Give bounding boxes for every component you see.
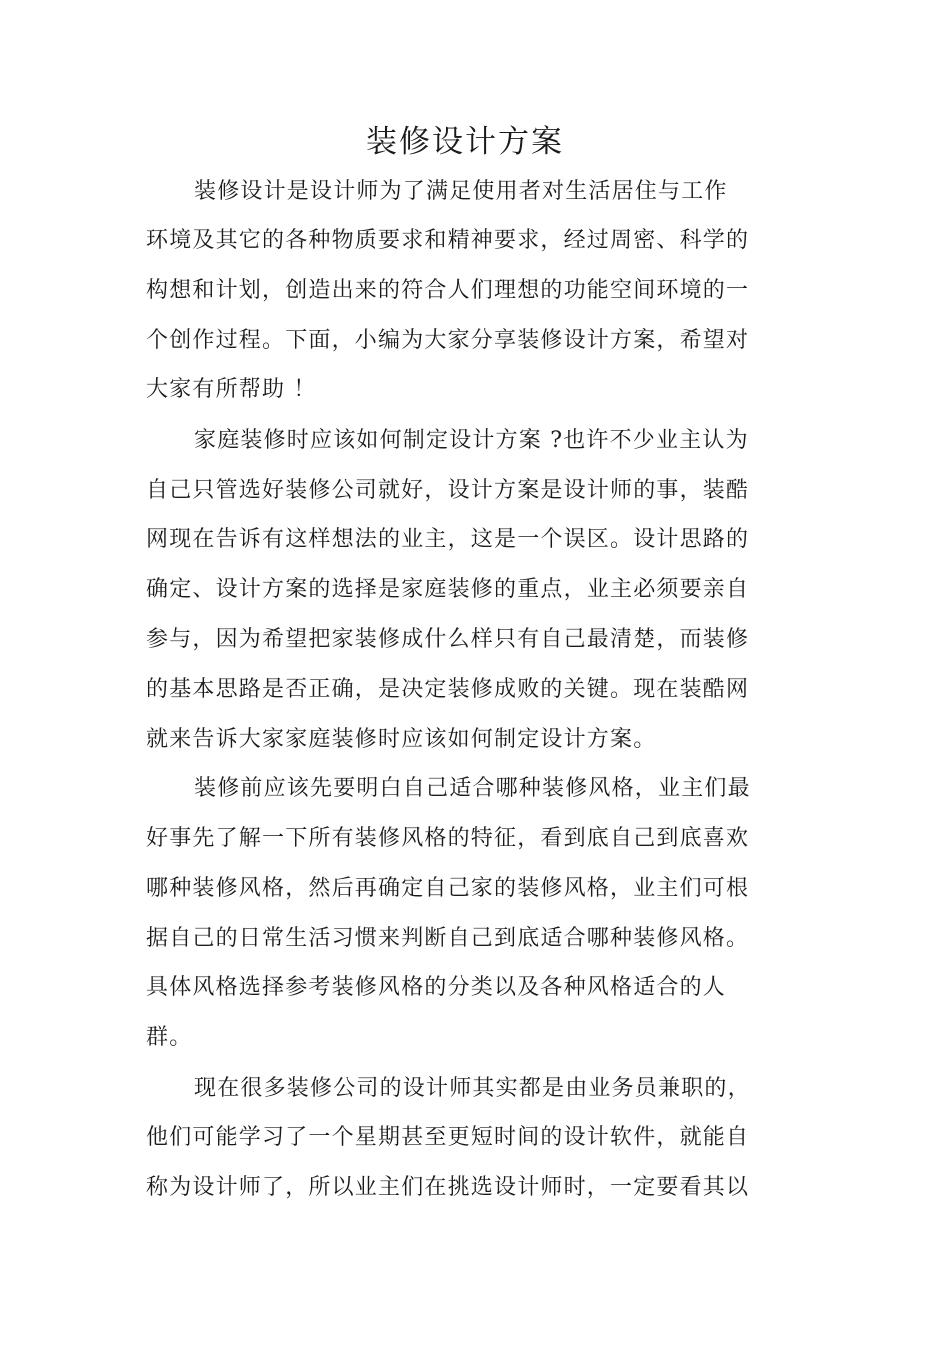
paragraph-line: 网现在告诉有这样想法的业主，这是一个误区。设计思路的 bbox=[146, 527, 750, 552]
paragraph-line: 大家有所帮助 ！ bbox=[146, 377, 317, 402]
paragraph-line: 确定、设计方案的选择是家庭装修的重点，业主必须要亲自 bbox=[146, 577, 750, 602]
paragraph-line: 现在很多装修公司的设计师其实都是由业务员兼职的， bbox=[194, 1076, 751, 1101]
paragraph-line: 个创作过程。下面，小编为大家分享装修设计方案，希望对 bbox=[146, 328, 750, 353]
paragraph-line: 好事先了解一下所有装修风格的特征，看到底自己到底喜欢 bbox=[146, 826, 750, 851]
paragraph-line: 他们可能学习了一个星期甚至更短时间的设计软件，就能自 bbox=[146, 1125, 750, 1150]
paragraph-line: 环境及其它的各种物质要求和精神要求，经过周密、科学的 bbox=[146, 228, 750, 253]
paragraph-line: 自己只管选好装修公司就好，设计方案是设计师的事，装酷 bbox=[146, 478, 750, 503]
paragraph-line: 哪种装修风格，然后再确定自己家的装修风格，业主们可根 bbox=[146, 876, 750, 901]
paragraph-line: 具体风格选择参考装修风格的分类以及各种风格适合的人 bbox=[146, 975, 727, 1000]
paragraph-line: 构想和计划，创造出来的符合人们理想的功能空间环境的一 bbox=[146, 278, 750, 303]
paragraph-line: 装修前应该先要明白自己适合哪种装修风格，业主们最 bbox=[194, 776, 751, 801]
paragraph-line: 参与，因为希望把家装修成什么样只有自己最清楚，而装修 bbox=[146, 627, 750, 652]
paragraph-line: 称为设计师了，所以业主们在挑选设计师时，一定要看其以 bbox=[146, 1175, 750, 1200]
paragraph-line: 装修设计是设计师为了满足使用者对生活居住与工作 bbox=[194, 179, 728, 204]
paragraph-line: 据自己的日常生活习惯来判断自己到底适合哪种装修风格。 bbox=[146, 926, 750, 951]
paragraph-line: 的基本思路是否正确，是决定装修成败的关键。现在装酷网 bbox=[146, 677, 750, 702]
paragraph-line: 家庭装修时应该如何制定设计方案 ?也许不少业主认为 bbox=[194, 428, 749, 453]
document-title: 装修设计方案 bbox=[366, 124, 564, 160]
paragraph-line: 群。 bbox=[146, 1025, 193, 1050]
paragraph-line: 就来告诉大家家庭装修时应该如何制定设计方案。 bbox=[146, 727, 657, 752]
